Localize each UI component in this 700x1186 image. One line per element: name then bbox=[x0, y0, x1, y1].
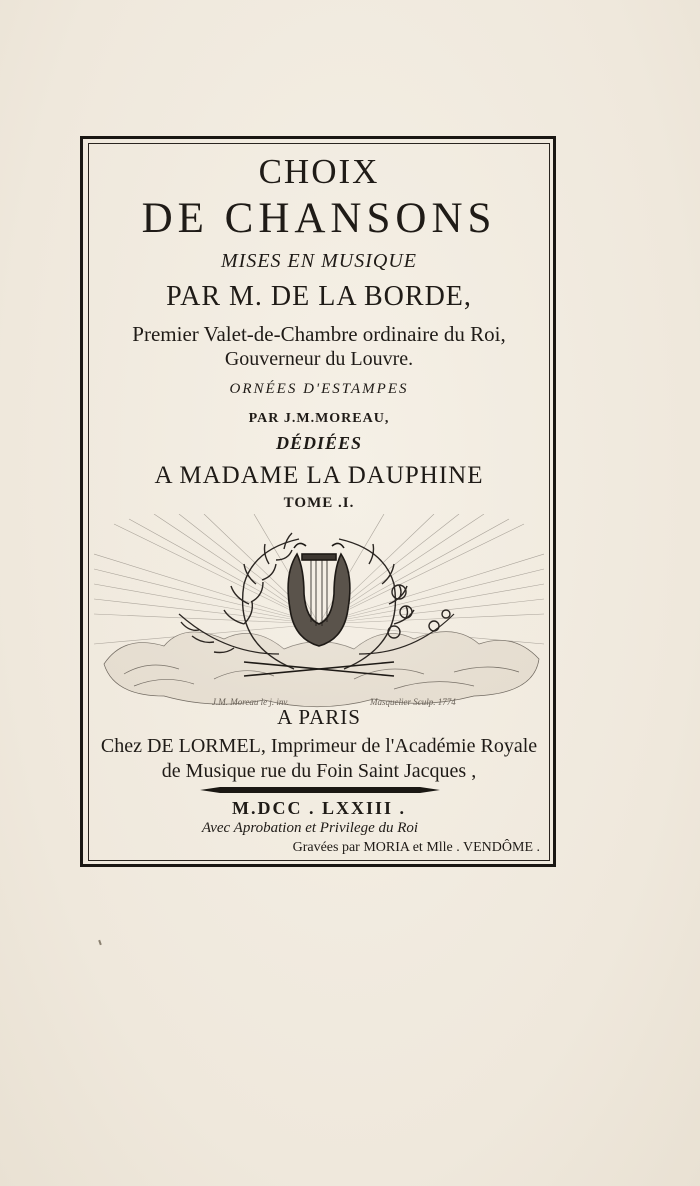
decorative-rule bbox=[200, 787, 440, 793]
dedicatee-line: A MADAME LA DAUPHINE bbox=[154, 462, 484, 489]
publisher-line-1: Chez DE LORMEL, Imprimeur de l'Académie Royale bbox=[100, 735, 538, 757]
illustrator-line: PAR J.M.MOREAU, bbox=[248, 411, 390, 426]
volume-line: TOME .I. bbox=[283, 495, 355, 511]
title-line-2: DE CHANSONS bbox=[141, 195, 497, 242]
paper-speck bbox=[98, 940, 102, 945]
signature-right: Masquelier Sculp. 1774 bbox=[370, 697, 456, 707]
ornaments-line: ORNÉES D'ESTAMPES bbox=[229, 381, 409, 397]
lyre-vignette-illustration bbox=[94, 514, 544, 714]
dedication-line: DÉDIÉES bbox=[275, 433, 363, 453]
year-line: M.DCC . LXXIII . bbox=[231, 798, 406, 818]
place-line: A PARIS bbox=[277, 705, 361, 729]
engravers-line: Gravées par MORIA et Mlle . VENDÔME . bbox=[292, 840, 540, 855]
signature-left: J.M. Moreau le j. inv. bbox=[212, 697, 289, 707]
author-role-2: Gouverneur du Louvre. bbox=[224, 348, 414, 370]
privilege-line: Avec Aprobation et Privilege du Roi bbox=[201, 820, 419, 836]
publisher-line-2: de Musique rue du Foin Saint Jacques , bbox=[161, 760, 477, 782]
author: PAR M. DE LA BORDE, bbox=[166, 281, 472, 312]
title-line-1: CHOIX bbox=[258, 152, 380, 191]
author-role-1: Premier Valet-de-Chambre ordinaire du Roi, bbox=[132, 322, 506, 346]
subtitle: MISES EN MUSIQUE bbox=[221, 250, 417, 272]
